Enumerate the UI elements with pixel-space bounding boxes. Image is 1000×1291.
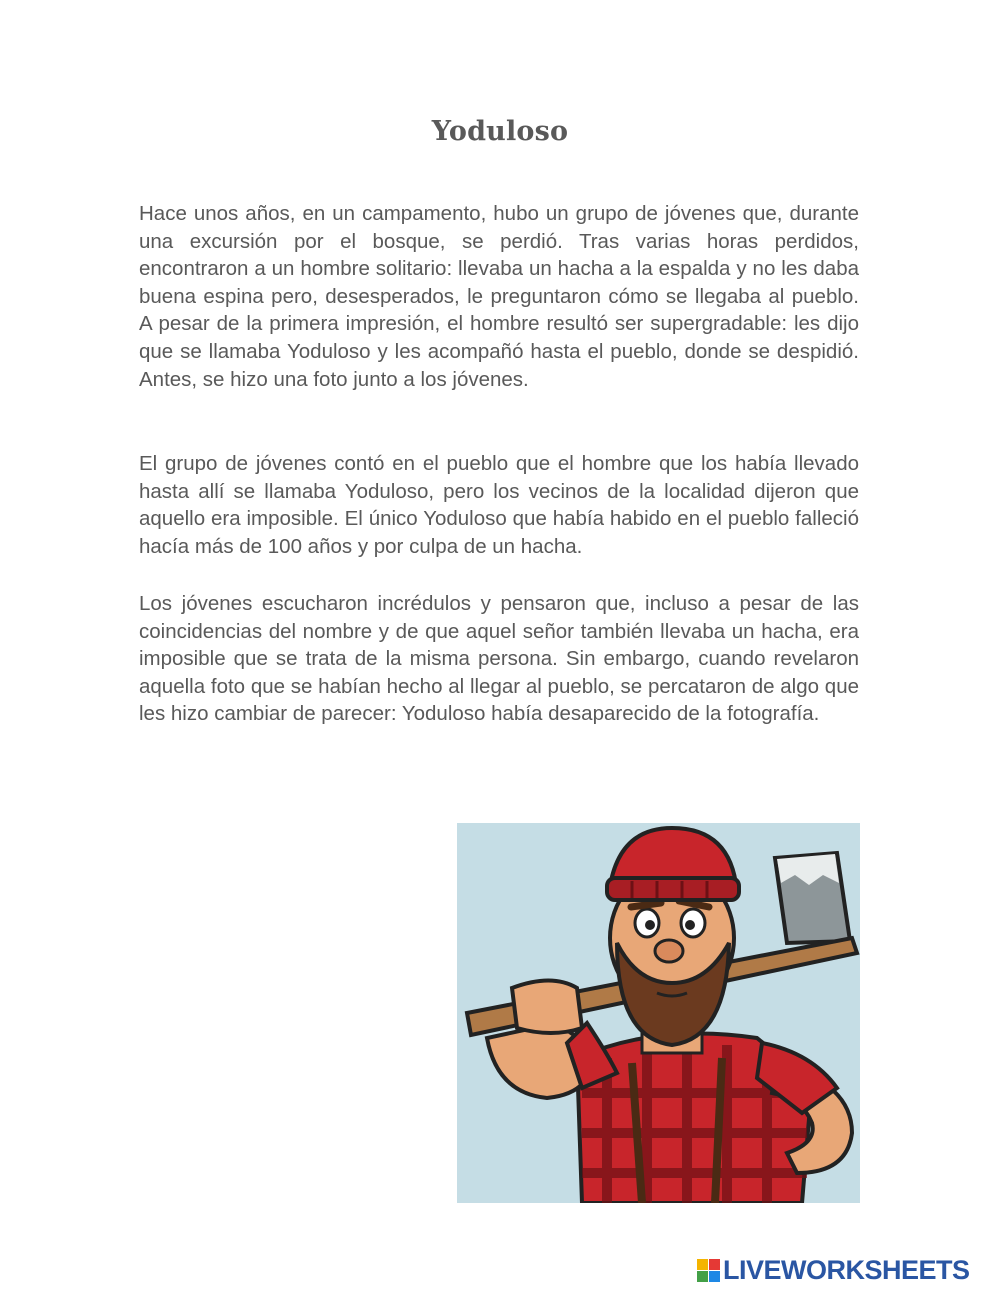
lumberjack-drawing (457, 823, 860, 1203)
paragraph-1: Hace unos años, en un campamento, hubo un grupo de jóvenes que, durante una excursión por el bosque, se perdió. Tras varias horas perdidos, encontraron a un hombre solitario: llevaba un hacha a la espalda y no les daba buena espina pero, desesperados, le preguntaron cómo se llegaba al pueblo. A pesar de la primera impresión, el hombre resultó ser supergradable: les dijo que se llamaba Yoduloso y les acompañó hasta el pueblo, donde se despidió. Antes, se hizo una foto junto a los jóvenes. (139, 202, 859, 391)
logo-squares-icon (697, 1259, 720, 1282)
liveworksheets-logo (697, 1255, 970, 1285)
lumberjack-illustration (457, 823, 860, 1203)
document-title: Yoduloso (431, 116, 569, 147)
paragraph-2: El grupo de jóvenes contó en el pueblo que el hombre que los había llevado hasta allí se llamaba Yoduloso, pero los vecinos de la localidad dijeron que aquello era imposible. El único Yoduloso que había habido en el pueblo falleció hacía más de 100 años y por culpa de un hacha. (139, 452, 859, 558)
logo-text: LIVEWORKSHEETS (723, 1254, 970, 1285)
paragraph-3: Los jóvenes escucharon incrédulos y pensaron que, incluso a pesar de las coincidencias del nombre y de que aquel señor también llevaba un hacha, era imposible que se trata de la misma persona. Sin embargo, cuando revelaron aquella foto que se habían hecho al llegar al pueblo, se percataron de algo que les hizo cambiar de parecer: Yoduloso había desaparecido de la fotografía. (139, 592, 859, 726)
